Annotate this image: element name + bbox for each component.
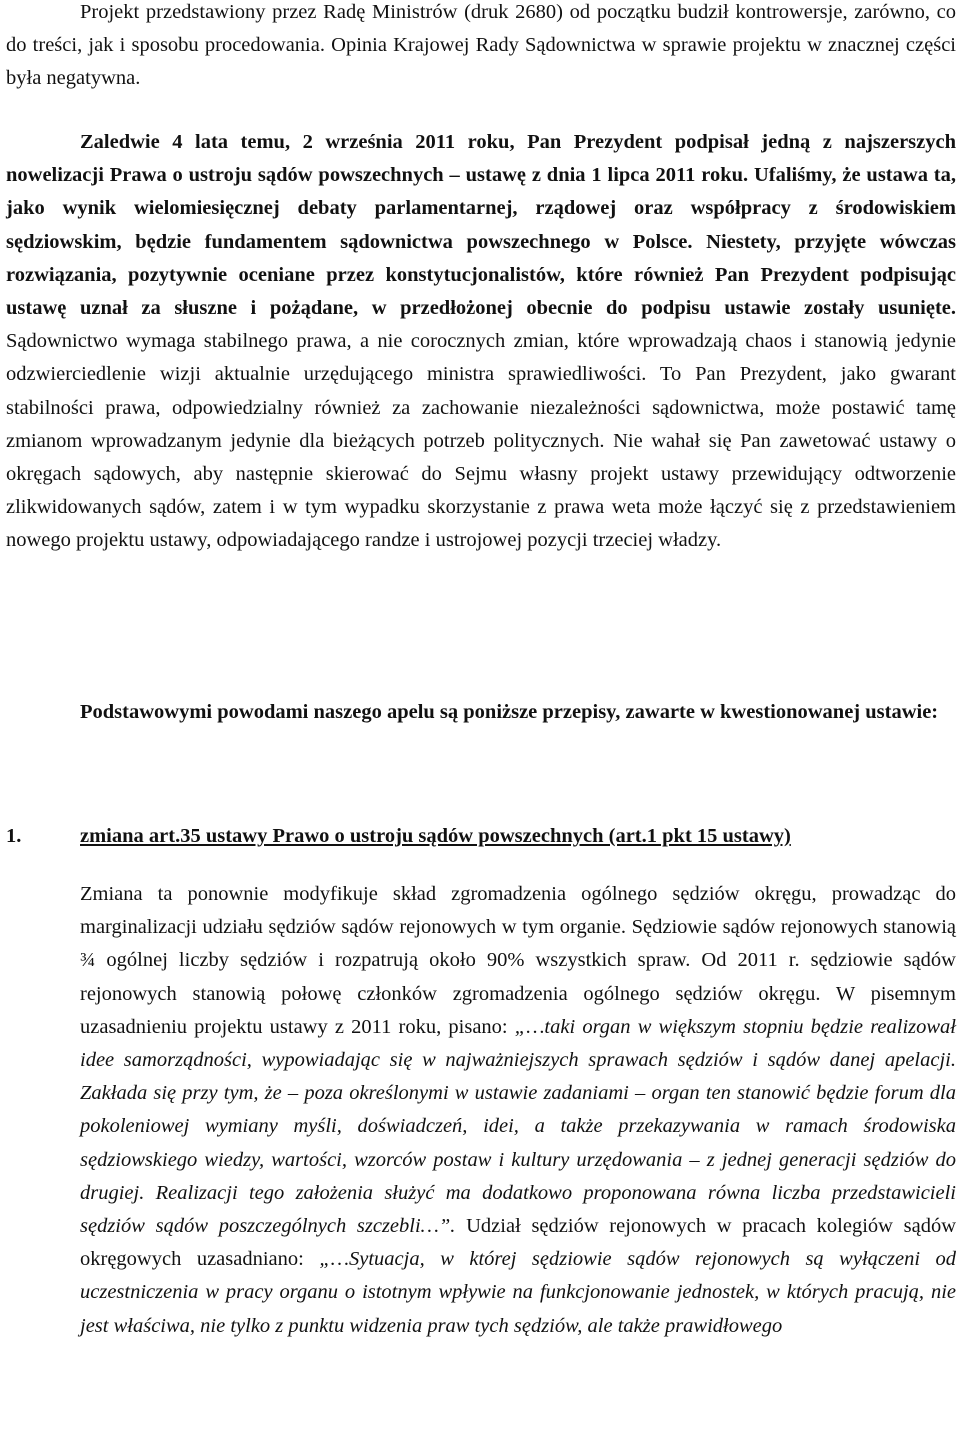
section-1-number: 1. [6,825,22,847]
reasons-intro-paragraph: Podstawowymi powodami naszego apelu są poniższe przepisy, zawarte w kwestionowanej ustawie: [80,701,939,723]
section-1-title: zmiana art.35 ustawy Prawo o ustroju sądów powszechnych (art.1 pkt 15 ustawy) [80,825,791,847]
appeal-paragraph [6,126,956,558]
appeal-regular-text: Sądownictwo wymaga stabilnego prawa, a nie corocznych zmian, które wprowadzają chaos i stanowią jedynie odzwierciedlenie wizji aktualnie urzędującego ministra sprawiedliwości. To Pan Prezydent, jako gwarant stabilności prawa, odpowiedzialny również za zachowanie niezależności sądownictwa, może postawić tamę zmianom wprowadzanym jedynie dla bieżących potrzeb politycznych. Nie wahał się Pan zawetować ustawy o okręgach sądowych, aby następnie skierować do Sejmu własny projekt ustawy przewidujący odtworzenie zlikwidowanych sądów, zatem i w tym wypadku skorzystanie z prawa weta może łączyć się z przedstawieniem nowego projektu ustawy, odpowiadającego randze i ustrojowej pozycji trzeciej władzy. [6,330,956,552]
section-1-paragraph [80,878,956,1343]
appeal-bold-text: Zaledwie 4 lata temu, 2 września 2011 roku, Pan Prezydent podpisał jedną z najszerszych nowelizacji Prawa o ustroju sądów powszechnych – ustawę z dnia 1 lipca 2011 roku. Ufaliśmy, że ustawa ta, jako wynik wielomiesięcznej debaty parlamentarnej, rządowej oraz współpracy z środowiskiem sędziowskim, będzie fundamentem sądownictwa powszechnego w Polsce. [6,131,956,253]
intro-paragraph: Projekt przedstawiony przez Radę Ministrów (druk 2680) od początku budził kontrowersje, zarówno, co do treści, jak i sposobu procedowania. Opinia Krajowej Rady Sądownictwa w sprawie projektu w znacznej części była negatywna. [6,1,956,90]
appeal-bold-continuation: Niestety, przyjęte wówczas rozwiązania, pozytywnie oceniane przez konstytucjonalistów, które również Pan Prezydent podpisując ustawę uznał za słuszne i pożądane, w przedłożonej obecnie do podpisu ustawie zostały usunięte. [6,230,956,320]
section-1-quote-1: „…taki organ w większym stopniu będzie realizował idee samorządności, wypowiadając się w najważniejszych sprawach sędziów i sądów danej apelacji. Zakłada się przy tym, że – poza określonymi w ustawie zadaniami – organ ten stanowić będzie forum dla pokoleniowej wymiany myśli, doświadczeń, idei, a także przekazywania w ramach środowiska sędziowskiego wiedzy, wartości, wzorców postaw i kultury urzędowania – z jednej generacji sędziów do drugiej. Realizacji tego założenia służyć ma dodatkowo proponowana równa liczba przedstawicieli sędziów sądów poszczególnych szczebli…”. [80,1015,956,1238]
section-1-text-a: Zmiana ta ponownie modyfikuje skład zgromadzenia ogólnego sędziów okręgu, prowadząc do marginalizacji udziału sędziów sądów rejonowych w tym organie. Sędziowie sądów rejonowych stanowią ¾ ogólnej liczby sędziów i rozpatrują około 90% wszystkich spraw. Od 2011 r. sędziowie sądów rejonowych stanowią połowę członków zgromadzenia ogólnego sędziów okręgu. W pisemnym uzasadnieniu projektu ustawy z 2011 roku, pisano: [80,883,956,1038]
section-1-quote-2: „…Sytuacja, w której sędziowie sądów rejonowych są wyłączeni od uczestniczenia w pracy organu o istotnym wpływie na funkcjonowanie jednostek, w których pracują, nie jest właściwa, nie tylko z punktu widzenia praw tych sędziów, ale także prawidłowego [80,1248,957,1337]
section-1-text-b: Udział sędziów rejonowych w pracach kolegiów sądów okręgowych uzasadniano: [80,1215,957,1271]
section-1-body [80,878,956,1343]
